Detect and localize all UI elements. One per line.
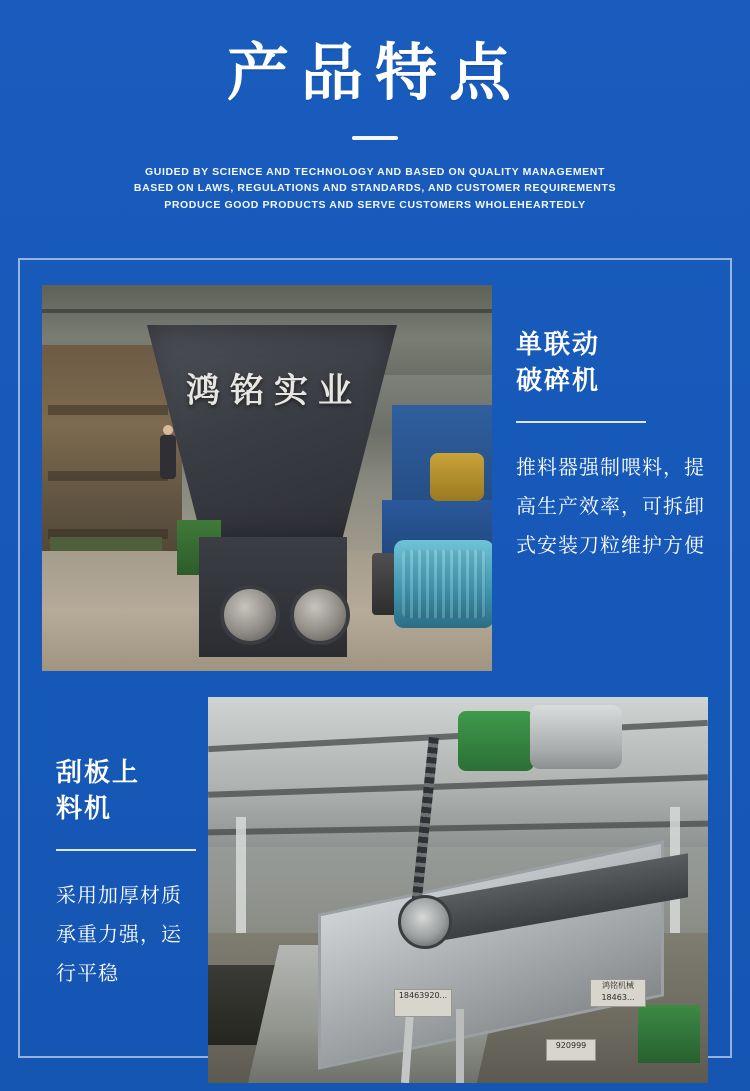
feature-title-line-2: 料机 xyxy=(56,792,113,823)
poster-header xyxy=(0,0,750,213)
feature-photo-scraper-feeder xyxy=(208,697,708,1083)
subtitle-line-3: PRODUCE GOOD PRODUCTS AND SERVE CUSTOMERS WHOLEHEARTEDLY xyxy=(164,198,586,211)
support-post xyxy=(236,817,246,937)
green-gear-motor xyxy=(458,711,534,771)
electric-motor xyxy=(394,540,492,628)
feature-title-line-1: 单联动 xyxy=(516,329,601,359)
crusher-flange xyxy=(220,585,280,645)
shelf-bar xyxy=(48,471,168,481)
gearbox xyxy=(430,453,484,501)
feature-divider xyxy=(516,421,646,423)
electric-motor xyxy=(530,705,622,769)
feature-photo-crusher xyxy=(42,285,492,671)
workshop-sign: 鸿铭机械 18463... xyxy=(590,979,646,1007)
shelf-bar xyxy=(48,405,168,415)
feature-description: 采用加厚材质承重力强，运行平稳 xyxy=(56,884,182,985)
crusher-flange xyxy=(290,585,350,645)
feature-divider xyxy=(56,849,196,851)
feature-text-crusher xyxy=(492,285,708,671)
feature-block-scraper-feeder xyxy=(42,697,708,1083)
sprocket-wheel xyxy=(398,895,452,949)
conveyor-leg xyxy=(456,1009,464,1083)
subtitle-block xyxy=(0,164,750,213)
feature-text-scraper-feeder xyxy=(42,697,208,1083)
feature-description: 推料器强制喂料，提高生产效率，可拆卸式安装刀粒维护方便 xyxy=(516,456,705,557)
subtitle-line-1: GUIDED BY SCIENCE AND TECHNOLOGY AND BASED ON QUALITY MANAGEMENT xyxy=(145,166,605,179)
hopper-brand-text: 鸿铭实业 xyxy=(186,371,362,411)
workshop-sign: 920999 xyxy=(546,1039,596,1061)
feature-title xyxy=(56,755,190,827)
subtitle-line-2: BASED ON LAWS, REGULATIONS AND STANDARDS, AND CUSTOMER REQUIREMENTS xyxy=(133,182,617,195)
page-title: 产品特点 xyxy=(226,39,523,108)
feature-title-line-1: 刮板上 xyxy=(56,757,141,787)
feature-block-crusher xyxy=(42,285,708,671)
feature-title-line-2: 破碎机 xyxy=(516,364,601,395)
background-green-machine xyxy=(638,1005,700,1063)
feature-title xyxy=(516,327,708,399)
title-divider xyxy=(352,136,398,140)
workshop-sign: 18463920... xyxy=(394,989,452,1017)
worker-figure xyxy=(160,435,176,479)
